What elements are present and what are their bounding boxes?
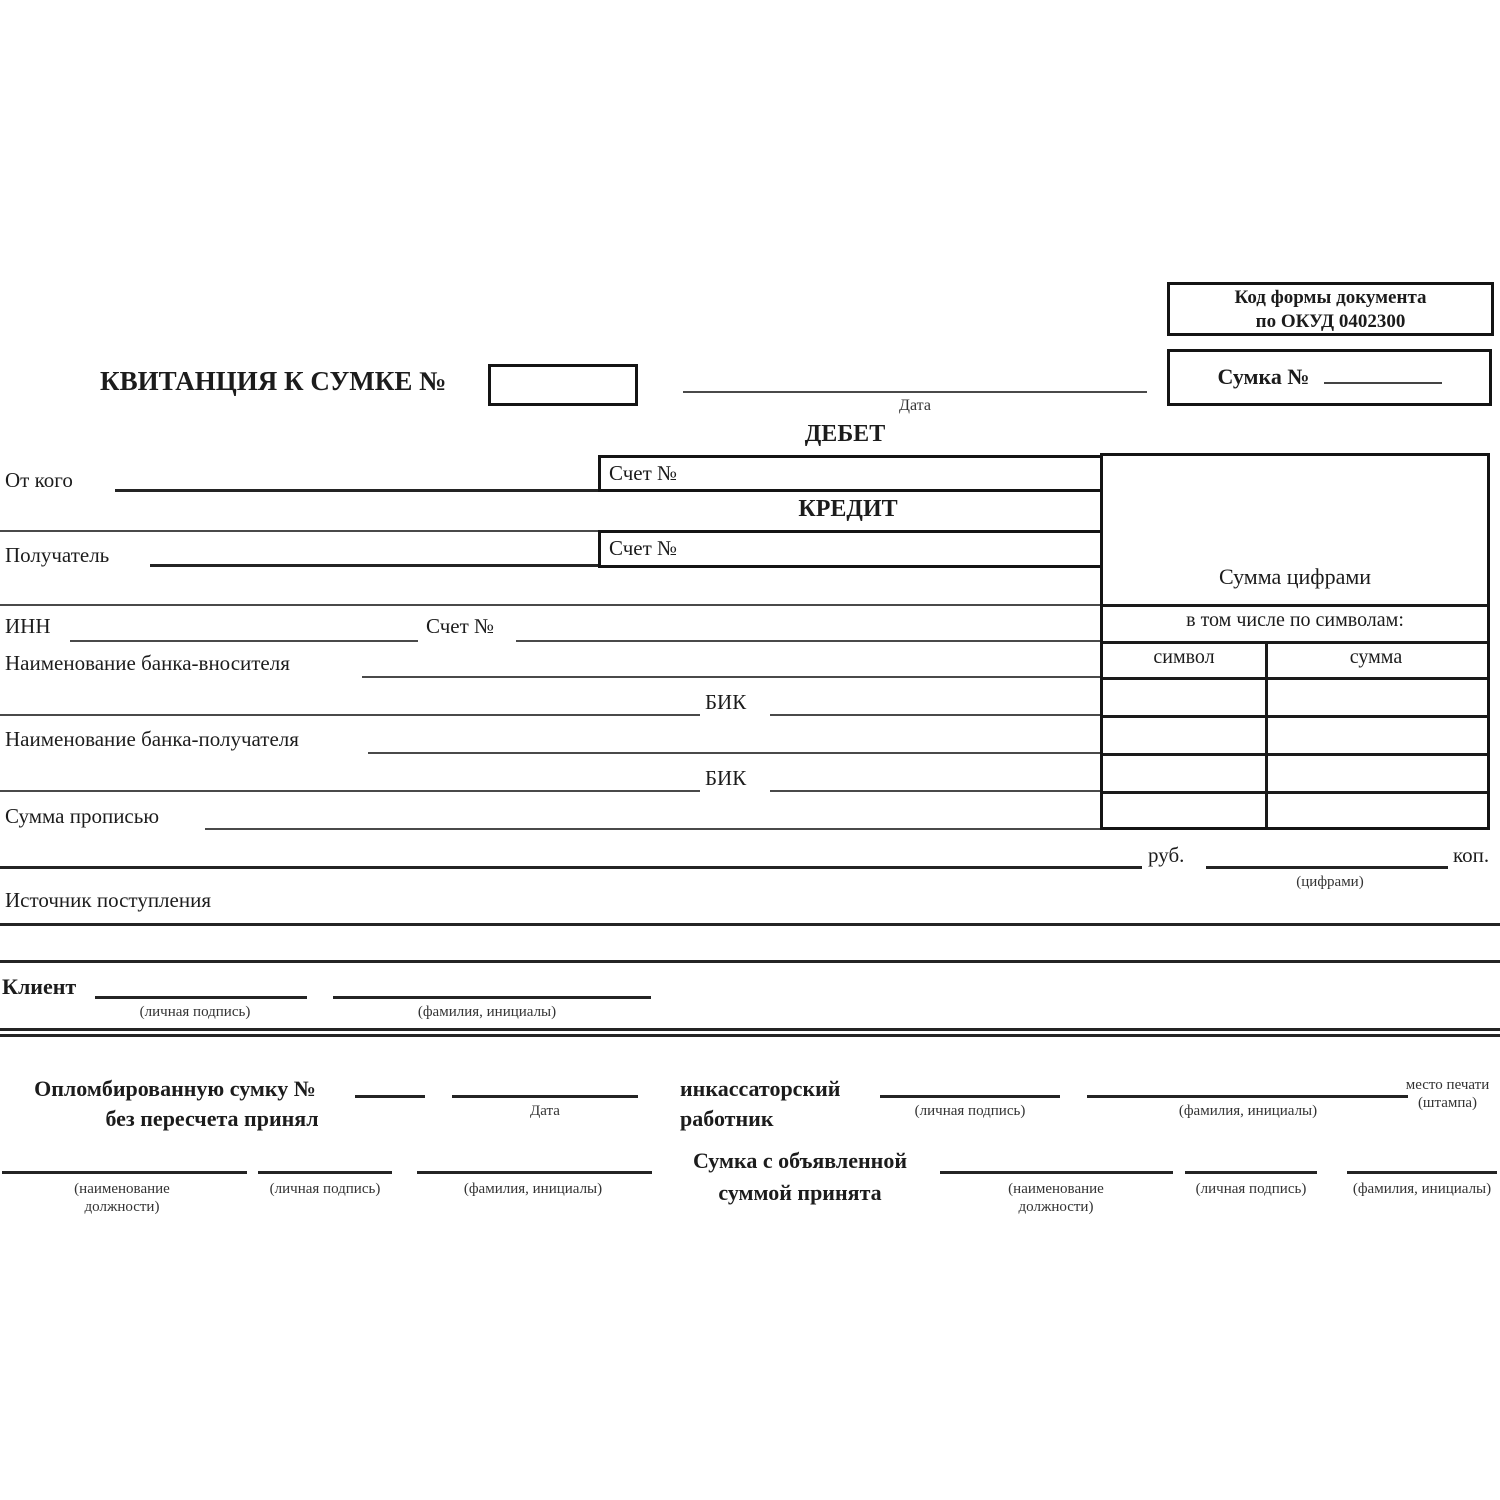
rub-line: [0, 866, 1142, 869]
recipient-bank-line: [368, 752, 1100, 754]
bag-number-label: Сумка №: [1217, 364, 1310, 389]
separator-line-2: [0, 604, 1100, 606]
bik1-line-right: [770, 714, 1100, 716]
bik1-line-left: [0, 714, 700, 716]
kop-label: коп.: [1453, 843, 1490, 867]
depositor-bank-line: [362, 676, 1100, 678]
amount-words-label: Сумма прописью: [5, 804, 160, 828]
debit-account-label: Счет №: [609, 461, 678, 485]
name-line-left: [417, 1171, 652, 1174]
income-source-line-2: [0, 960, 1500, 963]
amount-box-column-divider: [1265, 641, 1268, 827]
inn-account-label: Счет №: [426, 614, 495, 638]
client-name-note: (фамилия, инициалы): [417, 1004, 557, 1020]
client-signature-note: (личная подпись): [139, 1004, 251, 1020]
form-title: КВИТАНЦИЯ К СУМКЕ №: [100, 366, 447, 396]
debit-header: ДЕБЕТ: [804, 421, 886, 447]
bik2-label: БИК: [705, 766, 747, 790]
signature-note-right: (личная подпись): [1195, 1181, 1307, 1197]
signature-line-right: [1185, 1171, 1317, 1174]
bik1-label: БИК: [705, 690, 747, 714]
date-note: Дата: [899, 397, 931, 414]
collector-name-line: [1087, 1095, 1408, 1098]
sealed-bag-line1: Опломбированную сумку №: [34, 1076, 316, 1101]
position-note-right: (наименование должности): [1008, 1181, 1104, 1215]
okud-line2: по ОКУД 0402300: [1255, 311, 1406, 332]
separator-line-1: [0, 530, 598, 532]
stamp-place-note-line2: (штампа): [1417, 1095, 1478, 1111]
name-line-right: [1347, 1171, 1497, 1174]
income-source-label: Источник поступления: [5, 888, 211, 912]
client-label: Клиент: [2, 974, 77, 999]
declared-sum-line2: суммой принята: [718, 1180, 882, 1205]
collector-signature-note: (личная подпись): [914, 1103, 1026, 1119]
client-name-line: [333, 996, 651, 999]
depositor-bank-label: Наименование банка-вносителя: [5, 651, 290, 675]
digits-note: (цифрами): [1296, 874, 1364, 890]
bik2-line-left: [0, 790, 700, 792]
credit-account-label: Счет №: [609, 536, 678, 560]
rub-label: руб.: [1148, 843, 1185, 867]
from-line: [115, 489, 598, 492]
symbol-column-header: символ: [1153, 646, 1215, 668]
from-label: От кого: [5, 468, 73, 492]
amount-figures-title: Сумма цифрами: [1218, 564, 1372, 589]
amount-words-line: [205, 828, 1100, 830]
bik2-line-right: [770, 790, 1100, 792]
sealed-date-line: [452, 1095, 638, 1098]
sealed-date-note: Дата: [530, 1103, 560, 1119]
amount-box-line-4: [1103, 715, 1487, 718]
amount-box-line-6: [1103, 791, 1487, 794]
recipient-line: [150, 564, 598, 567]
sealed-bag-number-line: [355, 1095, 425, 1098]
debit-account-box: [598, 455, 1103, 492]
amount-box-line-3: [1103, 677, 1487, 680]
sealed-bag-line2: без пересчета принял: [105, 1106, 319, 1131]
name-note-right: (фамилия, инициалы): [1352, 1181, 1492, 1197]
position-note-left: (наименование должности): [74, 1181, 170, 1215]
credit-account-box: [598, 530, 1103, 568]
symbols-subtitle: в том числе по символам:: [1186, 609, 1404, 631]
okud-line1: Код формы документа: [1234, 287, 1427, 308]
collector-line2: работник: [680, 1106, 774, 1131]
declared-sum-line1: Сумка с объявленной: [692, 1148, 908, 1173]
stamp-place-note-line1: место печати: [1405, 1077, 1490, 1093]
inn-line: [70, 640, 418, 642]
credit-header: КРЕДИТ: [798, 496, 898, 522]
amount-box-line-2: [1103, 641, 1487, 644]
date-line: [683, 391, 1147, 393]
amount-figures-box: [1100, 453, 1490, 830]
bag-number-blank: [1324, 366, 1442, 384]
amount-box-line-5: [1103, 753, 1487, 756]
inn-label: ИНН: [5, 614, 51, 638]
collector-name-note: (фамилия, инициалы): [1178, 1103, 1318, 1119]
signature-note-left: (личная подпись): [269, 1181, 381, 1197]
bag-number-box: [1167, 349, 1492, 406]
name-note-left: (фамилия, инициалы): [463, 1181, 603, 1197]
collector-signature-line: [880, 1095, 1060, 1098]
income-source-line-1: [0, 923, 1500, 926]
kop-line: [1206, 866, 1448, 869]
inn-account-line: [516, 640, 1100, 642]
double-line-bottom: [0, 1034, 1500, 1037]
receipt-number-box: [488, 364, 638, 406]
double-line-top: [0, 1028, 1500, 1031]
collector-line1: инкассаторский: [680, 1076, 841, 1101]
amount-box-line-1: [1103, 604, 1487, 607]
position-line-left: [2, 1171, 247, 1174]
position-line-right: [940, 1171, 1173, 1174]
client-signature-line: [95, 996, 307, 999]
signature-line-left: [258, 1171, 392, 1174]
recipient-bank-label: Наименование банка-получателя: [5, 727, 299, 751]
sum-column-header: сумма: [1349, 646, 1403, 668]
okud-code-box: [1167, 282, 1494, 336]
recipient-label: Получатель: [5, 543, 110, 567]
